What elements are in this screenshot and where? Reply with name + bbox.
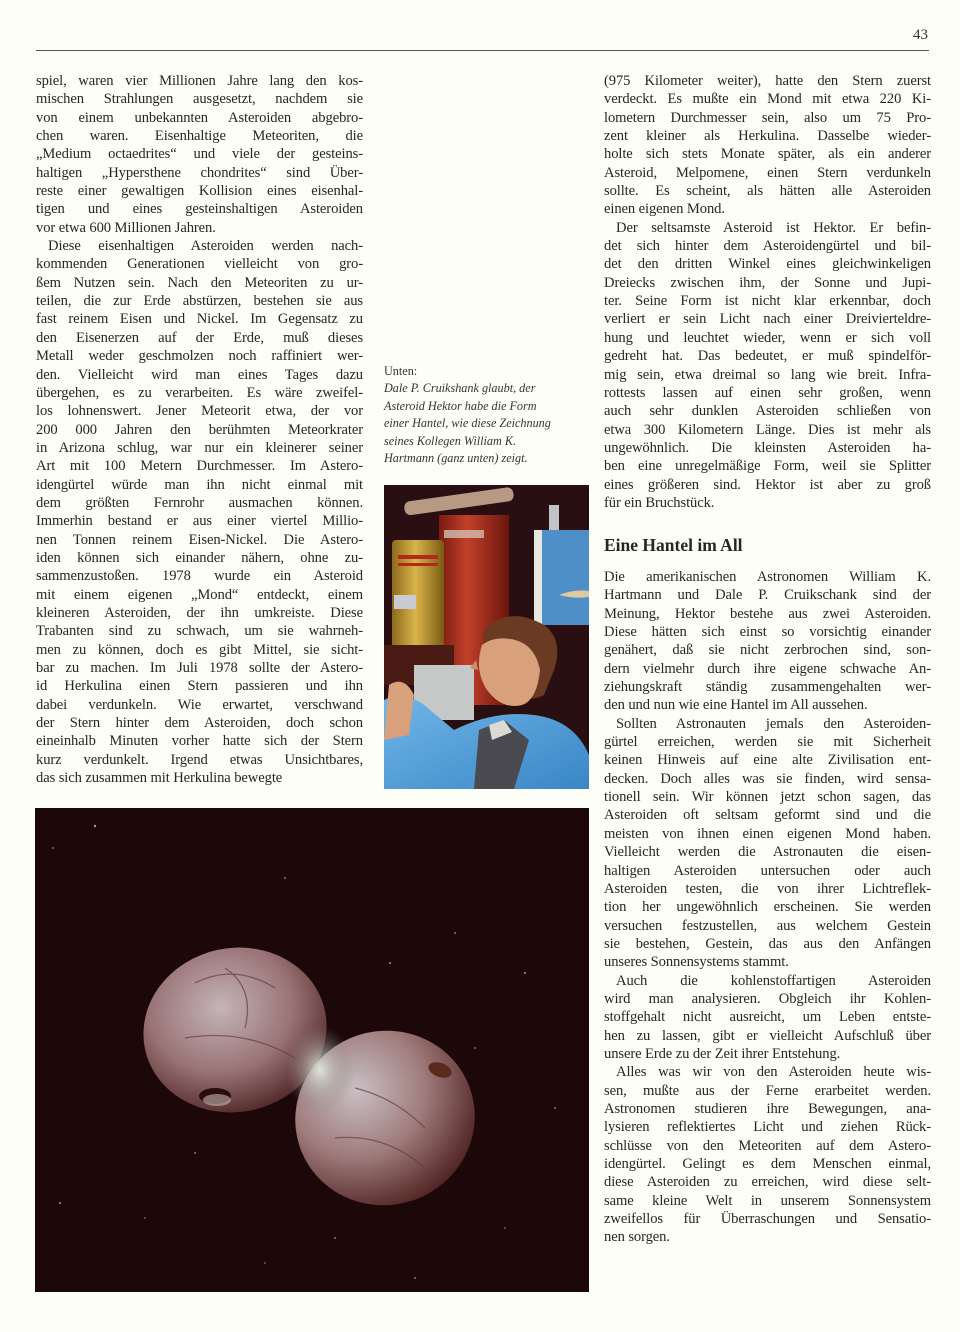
text-line: Diese eisenhaltigen Asteroiden werden nach- (48, 238, 363, 255)
text-line: spiel, waren vier Millionen Jahre lang den kos- (36, 73, 363, 89)
caption-label: Unten: (384, 364, 418, 378)
caption-line: Dale P. Cruikshank glaubt, der (384, 381, 536, 396)
text-line: ben eine unregelmäßige Form, weil sie Splitter (604, 458, 931, 475)
text-line: Die amerikanischen Astronomen William K. (604, 569, 931, 585)
text-line: tion her ungewöhnlich erscheinen. Sie werden (604, 899, 931, 916)
text-line: übergehen, es zu verarbeiten. Es wäre zweifel- (36, 384, 363, 401)
section-text-column (604, 568, 931, 1247)
text-line: hen zu lassen, gibt er vielleicht Aufschluß über (604, 1027, 931, 1044)
text-line: für ein Bruchstück. (604, 494, 715, 511)
text-line: reste einer gewaltigen Kollision eines eisenhal- (36, 183, 363, 200)
text-line: hung und leuchtet wieder, wenn er sich voll (604, 329, 931, 346)
asteroid-illustration (35, 808, 589, 1292)
text-line: Metall weder geschmolzen noch raffiniert wer- (36, 348, 363, 365)
text-line: Sollten Astronauten jemals den Asteroiden- (616, 715, 931, 732)
text-line: diese Asteroiden zu erreichen, wird diese selt- (604, 1174, 931, 1191)
text-line: (975 Kilometer weiter), hatte den Stern zuerst (604, 73, 931, 89)
text-line: nen Tonnen reinem Eisen-Nickel. Die Astero- (36, 531, 363, 548)
text-line: Alles was wir von den Asteroiden heute wis- (616, 1064, 931, 1081)
text-line: haltigen Asteroiden untersuchen oder auch (604, 862, 931, 879)
text-line: bar zu machen. Im Juli 1978 sollte der Astero- (36, 660, 363, 676)
text-line: meisten von ihnen einen eigenen Mond haben. (604, 825, 931, 842)
right-text-column (604, 72, 931, 512)
text-line: den und nun wie eine Hantel im All aussehen. (604, 697, 868, 714)
text-line: los lohnenswert. Jener Meteorit etwa, der vor (36, 403, 363, 420)
text-line: auch sehr dunklen Asteroiden schließen von (604, 403, 931, 420)
text-line: eineinhalb Minuten vorher hatte sich der Stern (36, 733, 363, 750)
header-rule (36, 50, 929, 51)
text-line: fast reinem Eisen und Nickel. Im Gegensatz zu (36, 311, 363, 328)
left-text-column (36, 72, 363, 787)
text-line: Vielleicht werden die Astronauten die eisen- (604, 844, 931, 861)
text-line: das sich zusammen mit Herkulina bewegte (36, 770, 283, 787)
text-line: Der seltsamste Asteroid ist Hektor. Er befin- (616, 219, 931, 236)
text-line: Immerhin bestand er aus einer viertel Millio- (36, 513, 363, 530)
text-line: zent kleiner als Herkulina. Dasselbe wieder- (604, 128, 931, 145)
text-line: in Arizona schlug, war nur ein kleinerer seiner (36, 439, 363, 456)
dumbbell-asteroid-drawing (35, 808, 589, 1292)
text-line: teilen, die zur Erde abstürzen, bestehen sie aus (36, 293, 363, 310)
text-line: kleineren Asteroiden, der ihn umkreiste. Diese (36, 604, 363, 621)
text-line: dabei verdunkeln. Wie erwartet, verschwand (36, 696, 363, 713)
text-line: dem größten Fernrohr ausmachen können. (36, 494, 363, 511)
text-line: tionell sein. Wir können jetzt schon sagen, das (604, 789, 931, 806)
caption-line: Hartmann (ganz unten) zeigt. (384, 451, 528, 466)
text-line: sen, mußte aus der Ferne erarbeitet werden. (604, 1082, 931, 1099)
text-line: chen waren. Eisenhaltige Meteoriten, die (36, 128, 363, 145)
text-line: Asteroid, Melpomene, einen Stern verdunkeln (604, 164, 931, 181)
text-line: lometern Durchmesser sein, also um 75 Pro- (604, 109, 931, 126)
text-line: Asteroiden testen, die von ihrer Lichtreflek- (604, 880, 931, 897)
text-line: mit einem eigenen „Mond“ entdeckt, einem (36, 586, 363, 603)
text-line: decken. Doch alles was sie finden, wird sensa- (604, 770, 931, 787)
text-line: men zu können, doch es gibt Mittel, sie sicht- (36, 641, 363, 658)
text-line: unsere Erde zu der Zeit ihrer Entstehung. (604, 1045, 841, 1062)
text-line: idengürtel. Gelingt es dem Menschen einmal, (604, 1156, 931, 1172)
text-line: den. Vielleicht wird man eines Tages dazu (36, 366, 363, 383)
text-line: holte sich stets Monate später, als ein anderer (604, 146, 931, 163)
text-line: sollte. Es scheint, als hätten alle Asteroiden (604, 183, 931, 200)
text-line: rottests lassen auf einen sehr großen, wenn (604, 384, 931, 401)
section-heading: Eine Hantel im All (604, 535, 743, 555)
text-line: der Stern hinter dem Asteroiden, doch schon (36, 715, 363, 732)
caption-line: einer Hantel, wie diese Zeichnung (384, 416, 551, 431)
text-line: ßem Nutzen sein. Nach den Meteoriten zu ur- (36, 274, 363, 291)
page-number: 43 (913, 27, 928, 43)
photo-caption (384, 363, 584, 467)
text-line: stoffgehalt nicht ausreicht, um Leben entste- (604, 1009, 931, 1026)
text-line: mig sein, etwa dreimal so lang wie breit. Infra- (604, 366, 931, 383)
text-line: etwa 300 Kilometern Länge. Dies ist mehr als (604, 421, 931, 438)
text-line: sammenzustoßen. 1978 wurde ein Asteroid (36, 568, 363, 585)
text-line: genähert, daß sie nicht zerbrochen sind, son- (604, 642, 931, 659)
text-line: einen eigenen Mond. (604, 201, 725, 218)
text-line: von einem unbekannten Asteroiden abgebro- (36, 109, 363, 126)
text-line: id Herkulina einen Stern passieren und ihn (36, 678, 363, 695)
text-line: same kleine Welt in unserem Sonnensystem (604, 1192, 931, 1209)
text-line: kurz verdunkelt. Irgend etwas Unsichtbares, (36, 751, 363, 768)
text-line: vor etwa 600 Millionen Jahren. (36, 219, 216, 236)
text-line: ungewöhnlich. Die kleinsten Asteroiden ha- (604, 439, 931, 456)
text-line: den Eisenerzen auf der Erde, muß dieses (36, 329, 363, 346)
text-line: det sich hinter dem Asteroidengürtel und bil- (604, 238, 931, 255)
text-line: ziehungskraft ständig zusammengehalten wer- (604, 679, 931, 696)
text-line: gedreht hat. Das bedeutet, er muß spindelför- (604, 348, 931, 365)
text-line: gürtel erreichen, werden sie mit Sicherheit (604, 734, 931, 751)
text-line: Dreiecks zwischen ihm, der Sonne und Jupi- (604, 274, 931, 291)
text-line: Auch die kohlenstoffartigen Asteroiden (616, 972, 931, 989)
text-line: ter. Seine Form ist nicht klar erkennbar, doch (604, 293, 931, 310)
text-line: verliert er sein Licht nach einer Dreivierteldre- (604, 311, 931, 328)
text-line: Art mit 100 Metern Durchmesser. Im Astero- (36, 458, 363, 475)
text-line: 200 000 Jahren den berühmten Meteorkrater (36, 421, 363, 438)
text-line: versuchen festzustellen, aus welchem Gestein (604, 917, 931, 934)
text-line: dern vielmehr durch ihre eigene schwache An- (604, 660, 931, 677)
text-line: zweifellos für Überraschungen und Sensatio- (604, 1211, 931, 1228)
text-line: kommenden Generationen vielleicht von gro- (36, 256, 363, 273)
text-line: wird man analysieren. Obgleich ihr Kohlen- (604, 990, 931, 1007)
text-line: tigen und eines gesteinshaltigen Asteroiden (36, 201, 363, 218)
text-line: Meinung, Hektor bestehe aus zwei Asteroiden. (604, 605, 931, 622)
text-line: Asteroiden oft seltsam geformt sind und die (604, 807, 931, 824)
text-line: eines größeren sind. Hektor ist aber zu groß (604, 476, 931, 493)
text-line: Trabanten sind zu schwach, um sie wahrneh- (36, 623, 363, 640)
caption-line: seines Kollegen William K. (384, 433, 517, 448)
text-line: idengürtel würde man ihn nicht einmal mit (36, 476, 363, 493)
text-line: sie bestehen, Gestein, das aus den Anfängen (604, 935, 931, 952)
text-line: schlüsse von den Meteoriten auf dem Astero- (604, 1137, 931, 1154)
astronomer-photo (384, 485, 589, 789)
text-line: mischen Strahlungen ausgesetzt, nachdem sie (36, 91, 363, 108)
caption-line: Asteroid Hektor habe die Form (384, 398, 537, 413)
text-line: Diese hätten sich einst so vorsichtig einander (604, 624, 931, 641)
text-line: det den dritten Winkel eines gleichwinkeligen (604, 256, 931, 273)
text-line: nen sorgen. (604, 1229, 670, 1246)
text-line: keinen Hinweis auf eine alte Zivilisation ent- (604, 752, 931, 769)
text-line: lysieren reflektiertes Licht und ziehen Rück- (604, 1119, 931, 1136)
text-line: Hartmann und Dale P. Cruikschank sind der (604, 587, 931, 604)
text-line: „Medium octaedrites“ und viele der gesteins- (36, 146, 363, 163)
text-line: iden können sich einander nähern, ohne zu- (36, 549, 363, 566)
text-line: unseres Sonnensystems stammt. (604, 954, 789, 971)
text-line: haltigen „Hypersthene chondrites“ sind Über- (36, 164, 363, 181)
text-line: verdeckt. Es mußte ein Mond mit etwa 220 Ki- (604, 91, 931, 108)
astronomer-illustration (384, 485, 589, 789)
text-line: Astronomen studieren ihre Bewegungen, ana- (604, 1100, 931, 1117)
